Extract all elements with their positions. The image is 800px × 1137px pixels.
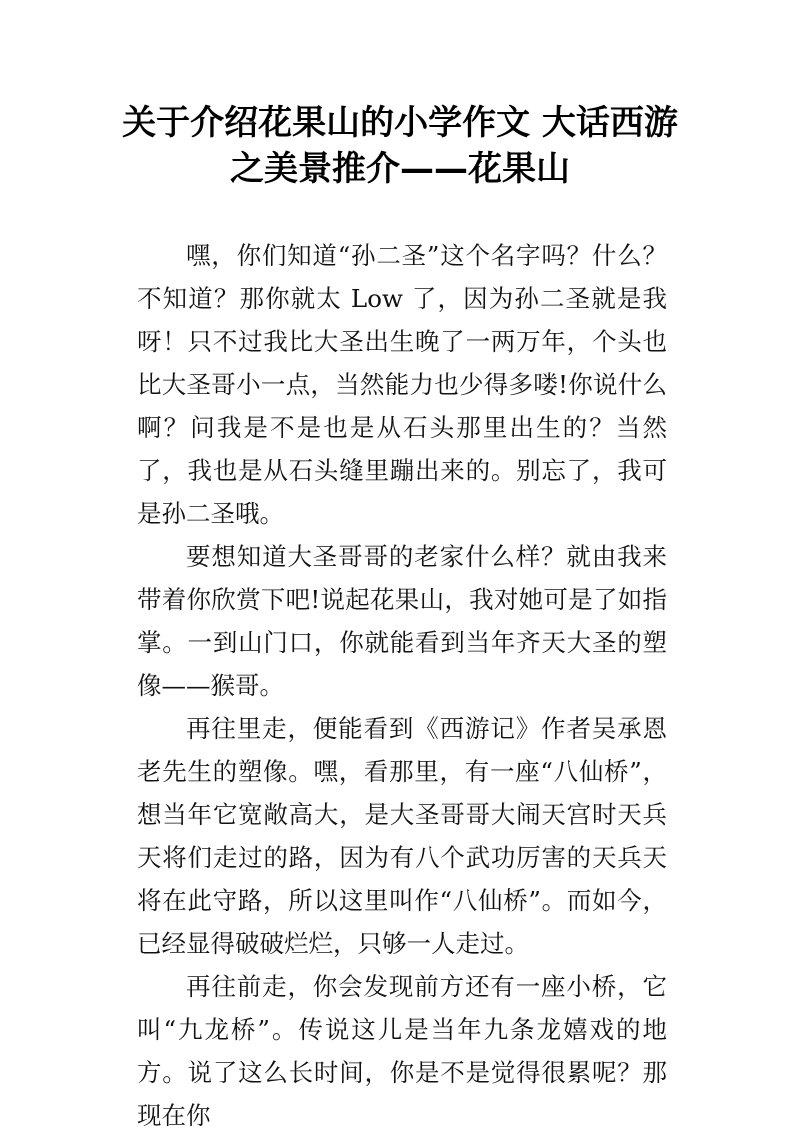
document-body xyxy=(137,234,667,1137)
document-title xyxy=(100,100,700,192)
paragraph: 要想知道大圣哥哥的老家什么样？就由我来带着你欣赏下吧!说起花果山，我对她可是了如指掌。一到山门口，你就能看到当年齐天大圣的塑像——猴哥。 xyxy=(137,542,667,700)
paragraph: 再往里走，便能看到《西游记》作者吴承恩老先生的塑像。嘿，看那里，有一座“八仙桥”，想当年它宽敞高大，是大圣哥哥大闹天宫时天兵天将们走过的路，因为有八个武功厉害的天兵天将在此守路，所以这里叫作“八仙桥”。而如今，已经显得破破烂烂，只够一人走过。 xyxy=(137,714,667,958)
title-line-2: 之美景推介——花果山 xyxy=(230,149,570,189)
paragraph: 嘿，你们知道“孙二圣”这个名字吗？什么？不知道？那你就太 Low 了，因为孙二圣就是我呀！只不过我比大圣出生晚了一两万年，个头也比大圣哥小一点，当然能力也少得多喽!你说什么啊？问我是不是也是从石头那里出生的？当然了，我也是从石头缝里蹦出来的。别忘了，我可是孙二圣哦。 xyxy=(137,241,667,528)
title-line-1: 关于介绍花果山的小学作文 大话西游 xyxy=(122,103,678,143)
paragraph: 再往前走，你会发现前方还有一座小桥，它叫“九龙桥”。传说这儿是当年九条龙嬉戏的地方。说了这么长时间，你是不是觉得很累呢？那现在你 xyxy=(137,972,667,1130)
